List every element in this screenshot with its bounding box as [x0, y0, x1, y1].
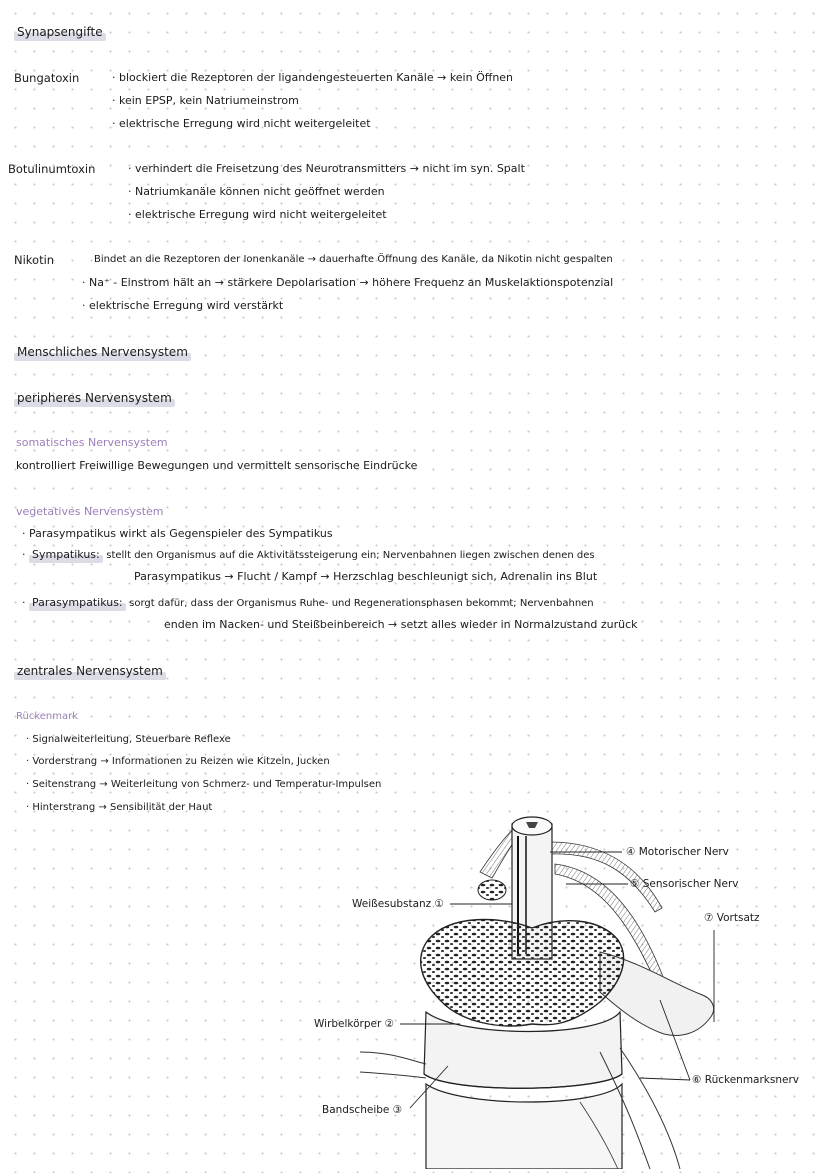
nikotin-line-1: Bindet an die Rezeptoren der Ionenkanäle → dauerhafte Öffnung des Kanäle, da Nikotin nicht gespalten [94, 254, 613, 265]
label-sensorischer-nerv: ⑤ Sensorischer Nerv [630, 878, 739, 890]
rueckenmark-line-1: · Signalweiterleitung, Steuerbare Reflexe [26, 734, 231, 745]
botulinum-line-2: · Natriumkanäle können nicht geöffnet werden [128, 185, 385, 198]
label-wirbelkoerper: Wirbelkörper ② [314, 1018, 395, 1030]
sympatikus-line: · Sympatikus: stellt den Organismus auf die Aktivitätssteigerung ein; Nervenbahnen liegen zwischen denen des [22, 548, 595, 561]
spinal-cord-figure [300, 812, 800, 1169]
parasympatikus-label: Parasympatikus: [29, 596, 126, 609]
peripheres-heading: peripheres Nervensystem [14, 391, 175, 405]
label-bandscheibe: Bandscheibe ③ [322, 1104, 403, 1116]
somatisches-label: somatisches Nervensystem [16, 436, 168, 449]
rueckenmark-line-3: · Seitenstrang → Weiterleitung von Schmerz- und Temperatur-Impulsen [26, 779, 382, 790]
label-rueckenmarksnerv: ⑥ Rückenmarksnerv [692, 1074, 799, 1086]
label-weisse-substanz: Weißesubstanz ① [352, 898, 444, 910]
nikotin-line-2: · Na⁺ - Einstrom hält an → stärkere Depolarisation → höhere Frequenz an Muskelaktionspotenzial [82, 276, 614, 289]
rueckenmark-line-4: · Hinterstrang → Sensibilität der Haut [26, 802, 213, 813]
rueckenmark-label: Rückenmark [16, 711, 79, 722]
parasympatikus-line: · Parasympatikus: sorgt dafür, dass der Organismus Ruhe- und Regenerationsphasen bekommt; Nervenbahnen [22, 596, 594, 609]
bungarotoxin-line-3: · elektrische Erregung wird nicht weitergeleitet [112, 117, 371, 130]
page-title: Synapsengifte [14, 25, 106, 39]
label-motorischer-nerv: ④ Motorischer Nerv [626, 846, 729, 858]
label-vortsatz: ⑦ Vortsatz [704, 912, 760, 924]
rueckenmark-line-2: · Vorderstrang → Informationen zu Reizen wie Kitzeln, Jucken [26, 756, 330, 767]
sympatikus-text-1: stellt den Organismus auf die Aktivitätssteigerung ein; Nervenbahnen liegen zwischen denen des [106, 550, 595, 561]
bungarotoxin-line-1: · blockiert die Rezeptoren der ligandengesteuerten Kanäle → kein Öffnen [112, 71, 514, 84]
parasympatikus-text-2: enden im Nacken- und Steißbeinbereich → setzt alles wieder in Normalzustand zurück [164, 618, 638, 631]
nikotin-line-3: · elektrische Erregung wird verstärkt [82, 299, 284, 312]
vegetatives-label: vegetatives Nervensystem [16, 505, 164, 518]
sympatikus-label: Sympatikus: [29, 548, 103, 561]
botulinum-line-3: · elektrische Erregung wird nicht weitergeleitet [128, 208, 387, 221]
vegetatives-line-1: · Parasympatikus wirkt als Gegenspieler des Sympatikus [22, 527, 333, 540]
nikotin-label: Nikotin [14, 253, 55, 267]
botulinum-line-1: · verhindert die Freisetzung des Neurotransmitters → nicht im syn. Spalt [128, 162, 525, 175]
botulinum-label: Botulinumtoxin [8, 162, 96, 176]
bungarotoxin-line-2: · kein EPSP, kein Natriumeinstrom [112, 94, 299, 107]
somatisches-text: kontrolliert Freiwillige Bewegungen und vermittelt sensorische Eindrücke [16, 459, 418, 472]
bungarotoxin-label: Bungatoxin [14, 71, 80, 85]
parasympatikus-text-1: sorgt dafür, dass der Organismus Ruhe- und Regenerationsphasen bekommt; Nervenbahnen [129, 598, 594, 609]
menschliches-heading: Menschliches Nervensystem [14, 345, 191, 359]
sympatikus-text-2: Parasympatikus → Flucht / Kampf → Herzschlag beschleunigt sich, Adrenalin ins Blut [134, 570, 598, 583]
zentrales-heading: zentrales Nervensystem [14, 664, 166, 678]
